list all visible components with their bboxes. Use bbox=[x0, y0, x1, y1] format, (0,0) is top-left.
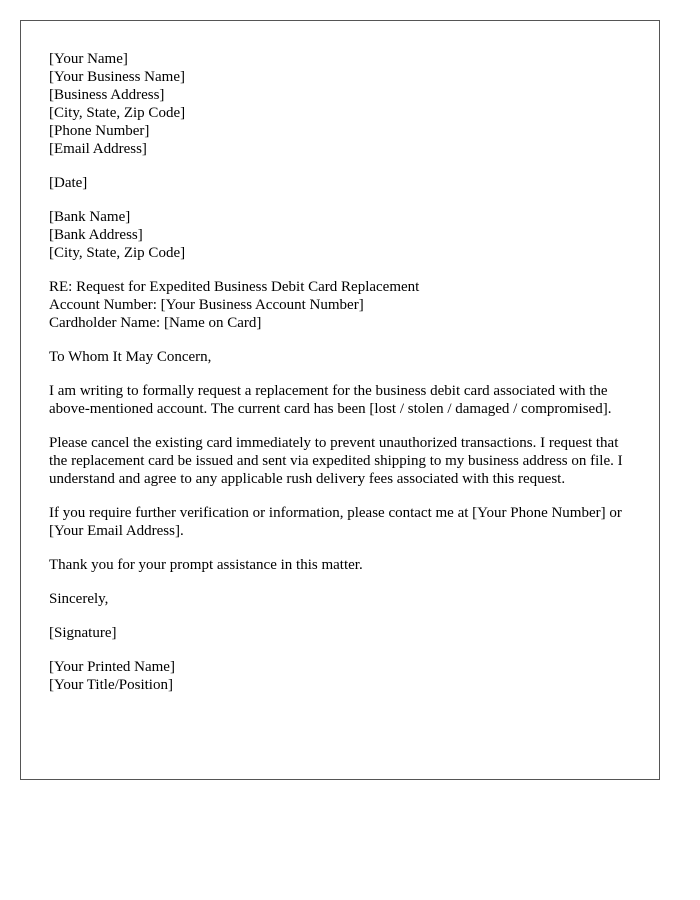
letter-date: [Date] bbox=[49, 175, 88, 191]
signature-block bbox=[49, 624, 631, 642]
salutation-block bbox=[49, 348, 631, 366]
recipient-bank-name: [Bank Name] bbox=[49, 209, 131, 225]
closing-block bbox=[49, 590, 631, 608]
signature: [Signature] bbox=[49, 625, 117, 641]
recipient-block bbox=[49, 208, 631, 262]
printed-name: [Your Printed Name] bbox=[49, 659, 175, 675]
sender-business-address: [Business Address] bbox=[49, 87, 165, 103]
signoff-block bbox=[49, 658, 631, 694]
date-block bbox=[49, 174, 631, 192]
title-position: [Your Title/Position] bbox=[49, 677, 173, 693]
sender-name: [Your Name] bbox=[49, 51, 128, 67]
sender-email: [Email Address] bbox=[49, 141, 147, 157]
sender-city-state-zip: [City, State, Zip Code] bbox=[49, 105, 186, 121]
body-paragraph-1: I am writing to formally request a replacement for the business debit card associated with the above-mentioned account. The current card has been [lost / stolen / damaged / compromised]. bbox=[49, 383, 612, 417]
salutation: To Whom It May Concern, bbox=[49, 349, 212, 365]
body-paragraph-4: Thank you for your prompt assistance in this matter. bbox=[49, 557, 363, 573]
body-paragraph-3: If you require further verification or information, please contact me at [Your Phone Number] or [Your Email Address]. bbox=[49, 505, 622, 539]
body-paragraph-2: Please cancel the existing card immediately to prevent unauthorized transactions. I request that the replacement card be issued and sent via expedited shipping to my business address on file. I understand and agree to any applicable rush delivery fees associated with this request. bbox=[49, 435, 623, 487]
recipient-city-state-zip: [City, State, Zip Code] bbox=[49, 245, 186, 261]
sender-block bbox=[49, 50, 631, 158]
account-number-line: Account Number: [Your Business Account Number] bbox=[49, 297, 364, 313]
subject-line: RE: Request for Expedited Business Debit Card Replacement bbox=[49, 279, 420, 295]
closing: Sincerely, bbox=[49, 591, 109, 607]
recipient-bank-address: [Bank Address] bbox=[49, 227, 143, 243]
sender-business-name: [Your Business Name] bbox=[49, 69, 185, 85]
reference-block bbox=[49, 278, 631, 332]
sender-phone: [Phone Number] bbox=[49, 123, 150, 139]
letter-page bbox=[20, 20, 660, 780]
cardholder-name-line: Cardholder Name: [Name on Card] bbox=[49, 315, 262, 331]
